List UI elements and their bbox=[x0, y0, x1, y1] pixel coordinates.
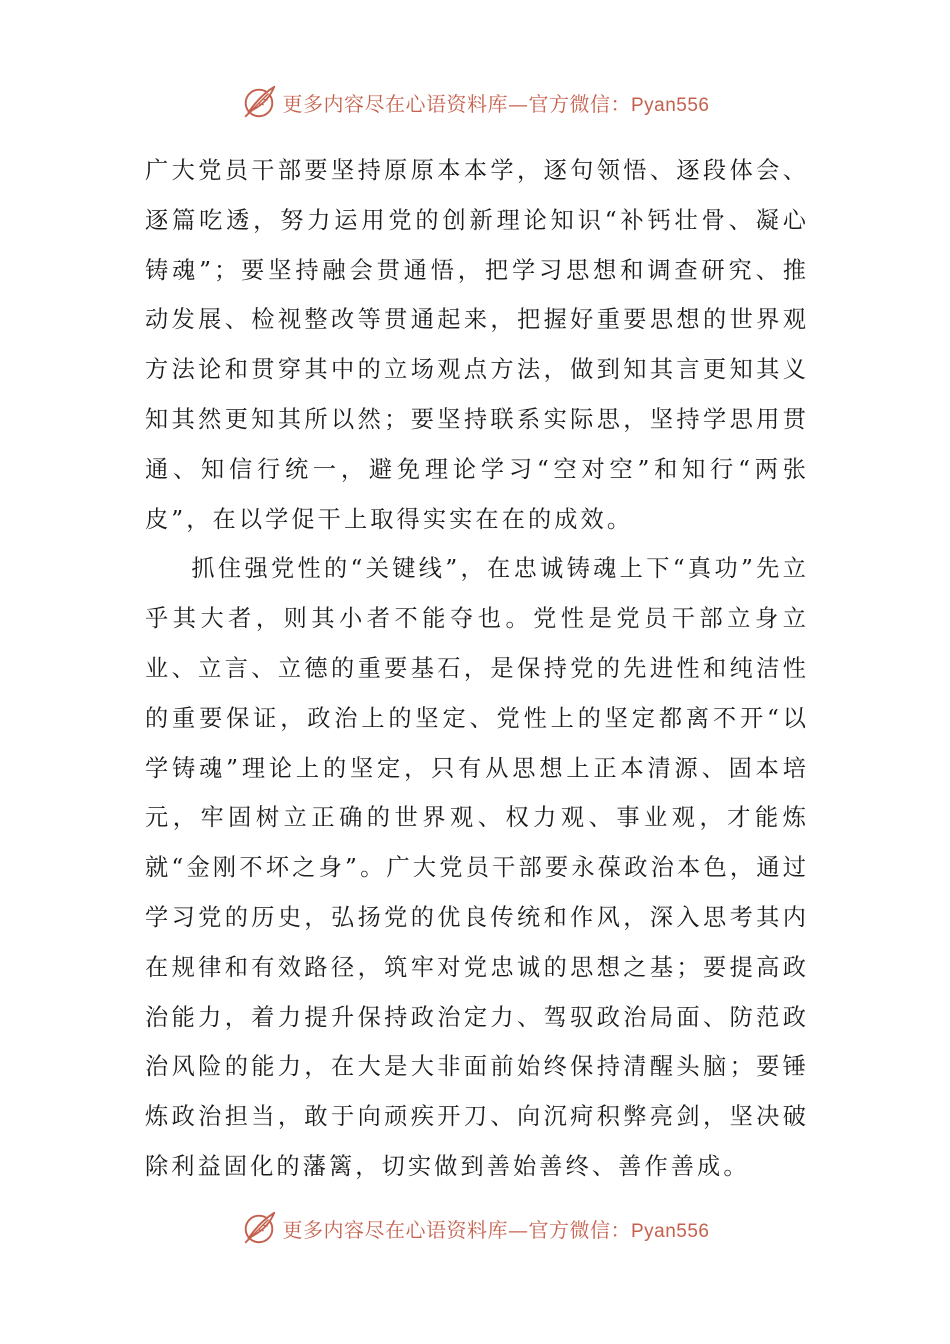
feather-pen-logo-icon bbox=[240, 83, 278, 121]
paragraph-1: 广大党员干部要坚持原原本本学，逐句领悟、逐段体会、逐篇吃透，努力运用党的创新理论知识“补钙壮骨、凝心铸魂”；要坚持融会贯通悟，把学习思想和调查研究、推动发展、检视整改等贯通起来，把握好重要思想的世界观方法论和贯穿其中的立场观点方法，做到知其言更知其义知其然更知其所以然；要坚持联系实际思，坚持学思用贯通、知信行统一，避免理论学习“空对空”和知行“两张皮”，在以学促干上取得实实在在的成效。 bbox=[145, 157, 809, 533]
footer-watermark-banner bbox=[0, 1206, 950, 1250]
feather-pen-logo-icon bbox=[240, 1209, 278, 1247]
paragraph-2: 抓住强党性的“关键线”，在忠诚铸魂上下“真功”先立乎其大者，则其小者不能夺也。党性是党员干部立身立业、立言、立德的重要基石，是保持党的先进性和纯洁性的重要保证，政治上的坚定、党性上的坚定都离不开“以学铸魂”理论上的坚定，只有从思想上正本清源、固本培元，牢固树立正确的世界观、权力观、事业观，才能炼就“金刚不坏之身”。广大党员干部要永葆政治本色，通过学习党的历史，弘扬党的优良传统和作风，深入思考其内在规律和有效路径，筑牢对党忠诚的思想之基；要提高政治能力，着力提升保持政治定力、驾驭政治局面、防范政治风险的能力，在大是大非面前始终保持清醒头脑；要锤炼政治担当，敢于向顽疾开刀、向沉疴积弊亮剑，坚决破除利益固化的藩篱，切实做到善始善终、善作善成。 bbox=[145, 555, 809, 1180]
header-watermark-main: 更多内容尽在心语资料库—官方微信： bbox=[282, 91, 631, 116]
header-watermark-banner bbox=[0, 80, 950, 124]
document-body bbox=[145, 146, 809, 1192]
header-watermark-wechat-id: Pyan556 bbox=[630, 94, 710, 116]
footer-watermark-main: 更多内容尽在心语资料库—官方微信： bbox=[282, 1217, 631, 1242]
header-watermark-text bbox=[282, 88, 709, 117]
footer-watermark-text bbox=[282, 1214, 709, 1243]
footer-watermark-wechat-id: Pyan556 bbox=[630, 1220, 710, 1242]
